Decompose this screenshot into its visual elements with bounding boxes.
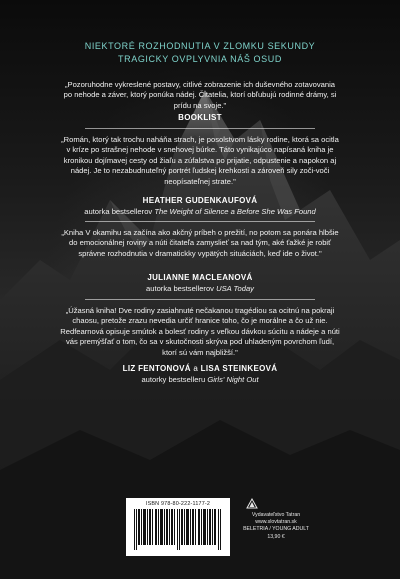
review-author-joiner: a [193,364,199,373]
review-role-work: USA Today [216,284,254,293]
publisher-name: Vydavateľstvo Tatran [251,512,301,518]
review-author-1: LIZ FENTONOVÁ [122,364,191,373]
publisher-web: www.slovtatran.sk [255,519,297,526]
publisher-genre: BELETRIA / YOUNG ADULT [243,526,309,533]
publisher-info [236,512,316,541]
barcode-bars [134,509,222,550]
review-role-prefix: autorka bestsellerov [146,284,214,293]
review-role-work: The Weight of Silence a Before She Was Found [154,207,316,216]
review-role-3 [0,284,400,293]
publisher-logo-icon [246,498,258,510]
review-quote-4: „Úžasná kniha! Dve rodiny zasiahnuté nečakanou tragédiou sa ocitnú na pokraji chaosu, pretože zrazu nevedia určiť hranice toho, čo je morálne a čo už nie. Redfearnová opisuje smútok a bolesť rodiny s veľkou dávkou súcitu a nádeje a núti vás premýšľať o tom, čo sa v skutočnosti skrýva pod uhladeným povrchom ľudí, ktorí sú vám najbližší." [60,306,340,357]
review-source-3: JULIANNE MACLEANOVÁ [147,273,253,282]
review-source-4 [0,364,400,373]
review-quote-1: „Pozoruhodne vykreslené postavy, citlivé zobrazenie ich duševného zotavovania po nehode a záver, ktorý ponúka nádej. Čitatelia, ktorí obľubujú rodinné drámy, si prídu na svoje." [63,80,337,110]
review-role-4 [0,375,400,384]
divider [85,221,315,222]
tagline-line-2: TRAGICKY OVPLYVNIA NÁŠ OSUD [118,54,282,64]
review-source-1: BOOKLIST [178,113,222,122]
tagline [0,40,400,66]
review-role-2 [0,207,400,216]
review-source-2: HEATHER GUDENKAUFOVÁ [142,196,258,205]
review-author-2: LISA STEINKEOVÁ [200,364,278,373]
isbn-label: ISBN 978-80-222-1177-2 [145,501,211,507]
divider [85,299,315,300]
publisher-price: 13,90 € [267,533,285,540]
divider [85,128,315,129]
review-role-work: Girls' Night Out [207,375,259,384]
tagline-line-1: NIEKTORÉ ROZHODNUTIA V ZLOMKU SEKUNDY [84,41,316,51]
barcode [126,498,230,556]
review-quote-3: „Kniha V okamihu sa začína ako akčný príbeh o prežití, no potom sa ponára hlbšie do emocionálnej roviny a núti čitateľa zamyslieť sa nad tým, aké ťažké je robiť správne rozhodnutia v dramatickky vypätých situáciách, keď ide o život." [61,228,339,258]
review-role-prefix: autorka bestsellerov [84,207,153,216]
review-role-prefix: autorky bestselleru [141,375,206,384]
review-quote-2: „Román, ktorý tak trochu naháňa strach, je posolstvom lásky rodine, ktorá sa ocitla v kríze po strašnej nehode v snehovej búrke. Táto vynikajúco napísaná kniha je kronikou dojímavej cesty od žiaľu a zúfalstva po prijatie, odpustenie a napokon aj nádej. Je to nezabudnuteľný portrét ľudskej krehkosti a zároveň sily zoči-voči neopísateľnej strate." [61,135,339,186]
